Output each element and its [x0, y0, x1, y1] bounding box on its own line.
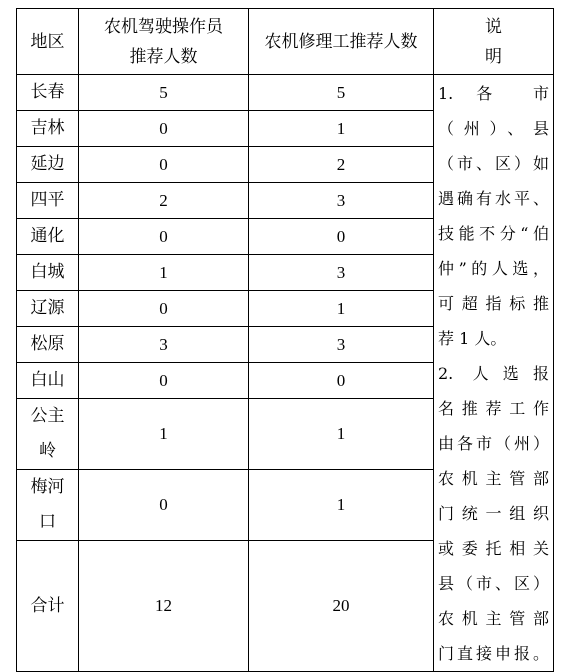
repair-count-cell: 3 — [249, 327, 434, 363]
note-line: 2. 人选报 — [438, 363, 549, 383]
driver-count-cell: 0 — [79, 111, 249, 147]
region-cell — [17, 470, 79, 541]
header-notes: 说明 — [434, 9, 554, 75]
driver-count-cell: 0 — [79, 147, 249, 183]
repair-count-cell: 1 — [249, 291, 434, 327]
header-driver-line2: 推荐人数 — [129, 46, 198, 67]
repair-count-cell: 1 — [249, 111, 434, 147]
driver-count-cell: 0 — [79, 219, 249, 255]
region-cell: 白山 — [17, 363, 79, 399]
region-line2: 岭 — [39, 441, 56, 461]
driver-count-cell: 0 — [79, 363, 249, 399]
region-cell: 长春 — [17, 75, 79, 111]
region-cell: 松原 — [17, 327, 79, 363]
driver-count-cell: 1 — [79, 399, 249, 470]
note-line: 农机主管部 — [438, 468, 549, 488]
note-line: 门直接申报。 — [438, 643, 549, 663]
total-label-cell: 合计 — [17, 541, 79, 672]
note-line: 技能不分“伯 — [438, 223, 549, 243]
note-line: 仲”的人选， — [438, 258, 549, 278]
header-driver-count — [79, 9, 249, 75]
note-line: （市、区）如 — [438, 153, 549, 173]
note-line: 农机主管部 — [438, 608, 549, 628]
repair-count-cell: 1 — [249, 470, 434, 541]
driver-count-cell: 2 — [79, 183, 249, 219]
region-cell: 四平 — [17, 183, 79, 219]
region-line1: 公主 — [30, 406, 65, 426]
recommendation-table — [16, 8, 554, 672]
total-driver-cell: 12 — [79, 541, 249, 672]
repair-count-cell: 0 — [249, 363, 434, 399]
region-cell: 延边 — [17, 147, 79, 183]
region-line2: 口 — [39, 512, 56, 532]
driver-count-cell: 5 — [79, 75, 249, 111]
region-cell: 白城 — [17, 255, 79, 291]
note-line: 荐 1 人。 — [438, 328, 507, 348]
note-line: 由各市（州） — [438, 433, 549, 453]
driver-count-cell: 3 — [79, 327, 249, 363]
region-cell: 吉林 — [17, 111, 79, 147]
note-line: 县（市、区） — [438, 573, 549, 593]
region-cell: 辽源 — [17, 291, 79, 327]
note-line: 1. 各 市 — [438, 83, 549, 103]
notes-cell — [434, 75, 554, 672]
note-line: 门统一组织 — [438, 503, 549, 523]
total-repair-cell: 20 — [249, 541, 434, 672]
header-driver-line1: 农机驾驶操作员 — [104, 16, 223, 37]
repair-count-cell: 3 — [249, 255, 434, 291]
header-region: 地区 — [17, 9, 79, 75]
driver-count-cell: 0 — [79, 291, 249, 327]
table-row — [17, 75, 554, 111]
region-line1: 梅河 — [30, 477, 65, 497]
note-line: 或委托相关 — [438, 538, 549, 558]
repair-count-cell: 1 — [249, 399, 434, 470]
note-line: 遇确有水平、 — [438, 188, 549, 208]
note-line: （州）、县 — [438, 118, 549, 138]
driver-count-cell: 0 — [79, 470, 249, 541]
note-line: 可超指标推 — [438, 293, 549, 313]
region-cell — [17, 399, 79, 470]
region-cell: 通化 — [17, 219, 79, 255]
header-repair-count: 农机修理工推荐人数 — [249, 9, 434, 75]
repair-count-cell: 3 — [249, 183, 434, 219]
header-row — [17, 9, 554, 75]
note-line: 名推荐工作 — [438, 398, 549, 418]
driver-count-cell: 1 — [79, 255, 249, 291]
repair-count-cell: 5 — [249, 75, 434, 111]
repair-count-cell: 2 — [249, 147, 434, 183]
repair-count-cell: 0 — [249, 219, 434, 255]
